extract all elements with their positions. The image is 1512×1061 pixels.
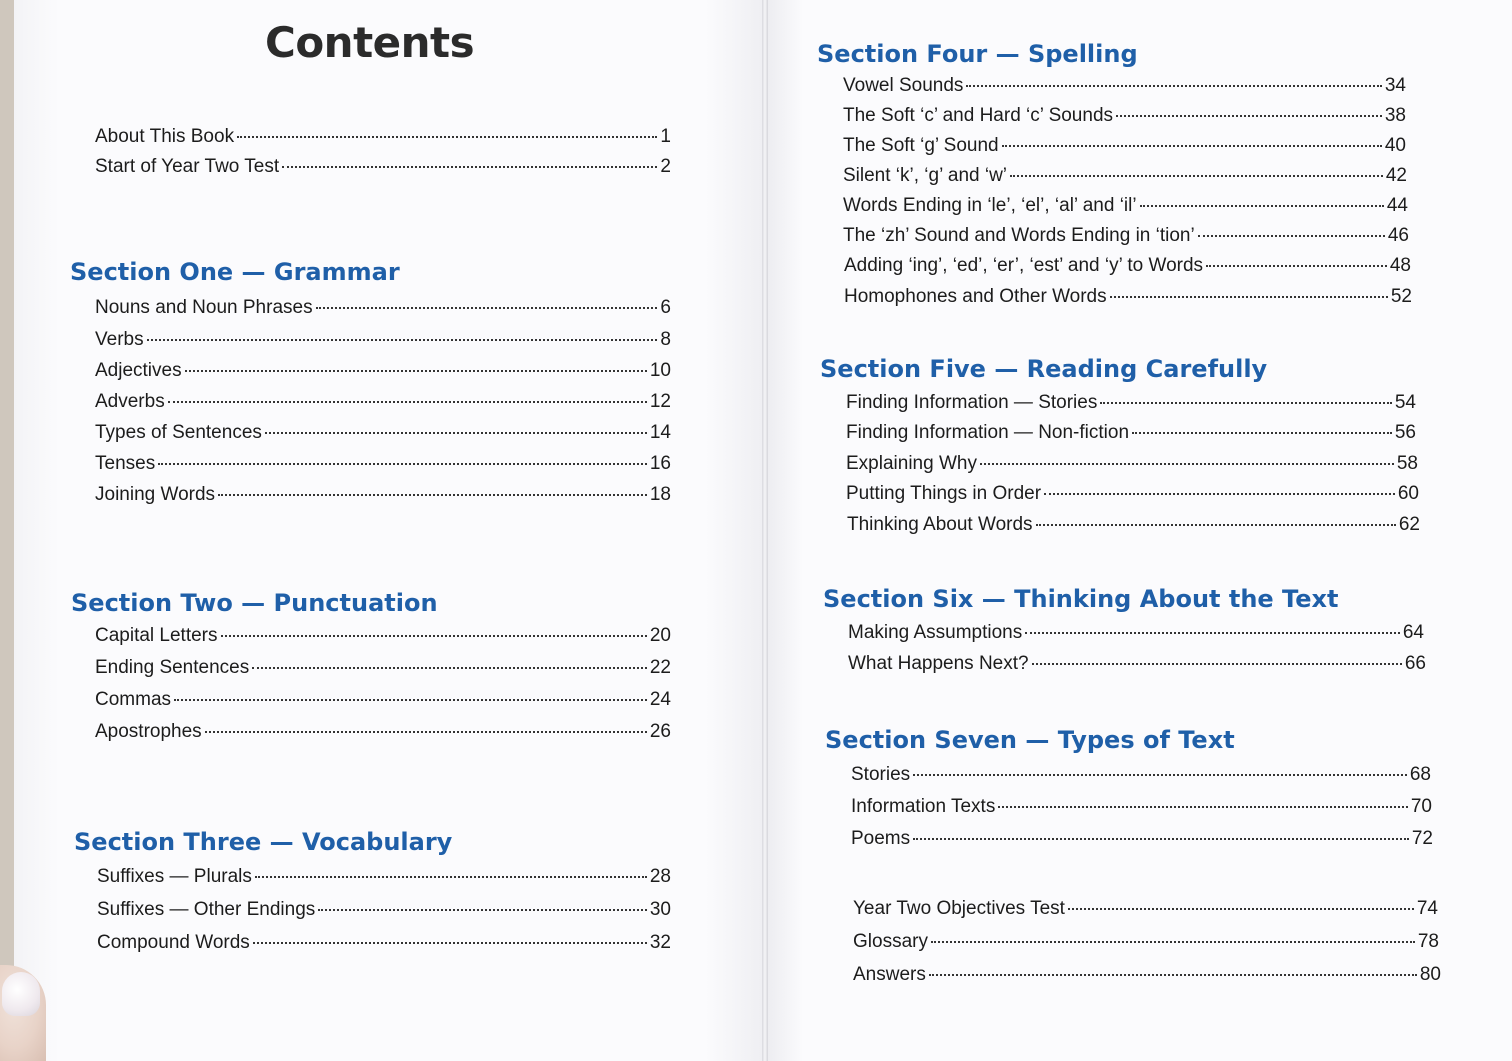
toc-entry[interactable]: [848, 653, 1426, 679]
dot-leader: [1116, 115, 1382, 117]
page-title: Contents: [265, 18, 475, 67]
toc-entry-label: Year Two Objectives Test: [853, 898, 1065, 919]
toc-entry-label: Nouns and Noun Phrases: [95, 297, 313, 318]
toc-entry-page: 66: [1404, 653, 1426, 674]
dot-leader: [252, 667, 647, 669]
section-heading-seven: Section Seven — Types of Text: [825, 726, 1235, 754]
toc-entry-page: 44: [1386, 195, 1408, 216]
toc-entry[interactable]: [95, 453, 671, 479]
toc-entry[interactable]: [847, 514, 1420, 540]
toc-entry-label: Commas: [95, 689, 172, 710]
toc-entry-label: Verbs: [95, 329, 144, 350]
dot-leader: [316, 307, 658, 309]
toc-entry-label: Adding ‘ing’, ‘ed’, ‘er’, ‘est’ and ‘y’ to Words: [844, 255, 1204, 276]
dot-leader: [998, 806, 1408, 808]
toc-entry-label: Putting Things in Order: [846, 483, 1042, 504]
toc-entry-label: Adverbs: [95, 391, 165, 412]
dot-leader: [174, 699, 647, 701]
toc-entry-start-test[interactable]: [95, 156, 671, 182]
toc-entry-label: Tenses: [95, 453, 156, 474]
section-heading-four: Section Four — Spelling: [817, 40, 1138, 68]
toc-entry-label: Types of Sentences: [95, 422, 262, 443]
toc-entry-label: The Soft ‘c’ and Hard ‘c’ Sounds: [843, 105, 1114, 126]
toc-entry[interactable]: [95, 329, 671, 355]
dot-leader: [168, 401, 647, 403]
toc-entry-label: Start of Year Two Test: [95, 156, 280, 177]
toc-entry-label: What Happens Next?: [848, 653, 1029, 674]
toc-entry-page: 48: [1389, 255, 1411, 276]
dot-leader: [929, 974, 1417, 976]
dot-leader: [1002, 145, 1382, 147]
dot-leader: [253, 942, 647, 944]
toc-entry-page: 62: [1398, 514, 1420, 535]
toc-entry[interactable]: [95, 391, 671, 417]
toc-entry-page: 58: [1396, 453, 1418, 474]
toc-entry-page: 40: [1384, 135, 1406, 156]
toc-entry-page: 18: [649, 484, 671, 505]
dot-leader: [1132, 432, 1392, 434]
book-spine: [762, 0, 768, 1061]
dot-leader: [931, 941, 1415, 943]
dot-leader: [218, 494, 647, 496]
toc-entry-label: Explaining Why: [846, 453, 977, 474]
toc-entry-page: 32: [649, 932, 671, 953]
toc-entry-objectives-test[interactable]: [853, 898, 1438, 924]
section-heading-one: Section One — Grammar: [70, 258, 400, 286]
toc-entry-page: 34: [1384, 75, 1406, 96]
toc-entry-label: The ‘zh’ Sound and Words Ending in ‘tion’: [843, 225, 1195, 246]
toc-entry-page: 72: [1411, 828, 1433, 849]
toc-entry-page: 70: [1410, 796, 1432, 817]
toc-entry-label: Finding Information — Stories: [846, 392, 1098, 413]
toc-entry-label: Finding Information — Non-fiction: [846, 422, 1130, 443]
dot-leader: [1068, 908, 1414, 910]
toc-entry-page: 52: [1390, 286, 1412, 307]
toc-entry-label: Suffixes — Plurals: [97, 866, 252, 887]
toc-entry-page: 78: [1417, 931, 1439, 952]
toc-entry[interactable]: [95, 689, 671, 715]
toc-entry-page: 16: [649, 453, 671, 474]
toc-entry[interactable]: [846, 453, 1418, 479]
dot-leader: [1206, 265, 1387, 267]
toc-entry[interactable]: [851, 828, 1433, 854]
toc-entry-page: 80: [1419, 964, 1441, 985]
toc-entry-page: 42: [1385, 165, 1407, 186]
toc-entry-page: 56: [1394, 422, 1416, 443]
thumbnail-polish: [2, 972, 40, 1016]
dot-leader: [1036, 524, 1396, 526]
toc-entry[interactable]: [95, 657, 671, 683]
toc-entry-label: Adjectives: [95, 360, 182, 381]
dot-leader: [1025, 632, 1400, 634]
section-heading-five: Section Five — Reading Carefully: [820, 355, 1268, 383]
dot-leader: [913, 838, 1409, 840]
dot-leader: [255, 876, 647, 878]
toc-entry-page: 2: [660, 156, 671, 177]
dot-leader: [237, 136, 657, 138]
toc-entry-label: Vowel Sounds: [843, 75, 964, 96]
toc-entry[interactable]: [95, 422, 671, 448]
toc-entry-page: 20: [649, 625, 671, 646]
toc-entry-label: Apostrophes: [95, 721, 202, 742]
toc-entry-label: About This Book: [95, 126, 235, 147]
toc-entry-label: Poems: [851, 828, 911, 849]
dot-leader: [1032, 663, 1402, 665]
toc-entry-page: 60: [1397, 483, 1419, 504]
toc-entry-label: Answers: [853, 964, 926, 985]
toc-entry[interactable]: [97, 866, 671, 892]
toc-entry-page: 10: [649, 360, 671, 381]
toc-entry-label: The Soft ‘g’ Sound: [843, 135, 999, 156]
toc-entry-label: Capital Letters: [95, 625, 218, 646]
toc-entry[interactable]: [844, 286, 1412, 312]
toc-entry-page: 14: [649, 422, 671, 443]
toc-entry[interactable]: [843, 105, 1406, 131]
toc-entry[interactable]: [844, 255, 1411, 281]
toc-entry[interactable]: [95, 721, 671, 747]
toc-entry-page: 8: [660, 329, 671, 350]
dot-leader: [185, 370, 647, 372]
dot-leader: [1010, 175, 1383, 177]
toc-entry[interactable]: [95, 484, 671, 510]
toc-entry-label: Ending Sentences: [95, 657, 250, 678]
toc-entry[interactable]: [851, 764, 1431, 790]
section-heading-three: Section Three — Vocabulary: [74, 828, 453, 856]
toc-entry-page: 74: [1416, 898, 1438, 919]
toc-entry[interactable]: [846, 483, 1419, 509]
dot-leader: [282, 166, 657, 168]
toc-entry-label: Joining Words: [95, 484, 216, 505]
toc-entry-label: Thinking About Words: [847, 514, 1033, 535]
dot-leader: [1198, 235, 1385, 237]
toc-entry-page: 68: [1409, 764, 1431, 785]
toc-entry-label: Information Texts: [851, 796, 996, 817]
toc-entry-label: Making Assumptions: [848, 622, 1023, 643]
dot-leader: [1110, 296, 1388, 298]
toc-entry[interactable]: [846, 392, 1416, 418]
toc-entry[interactable]: [95, 625, 671, 651]
toc-entry-page: 28: [649, 866, 671, 887]
toc-entry[interactable]: [95, 360, 671, 386]
dot-leader: [318, 909, 647, 911]
toc-entry-page: 54: [1394, 392, 1416, 413]
toc-entry[interactable]: [848, 622, 1424, 648]
toc-entry-label: Suffixes — Other Endings: [97, 899, 316, 920]
toc-entry-page: 22: [649, 657, 671, 678]
toc-entry-label: Compound Words: [97, 932, 250, 953]
dot-leader: [1100, 402, 1392, 404]
toc-entry-label: Words Ending in ‘le’, ‘el’, ‘al’ and ‘il’: [843, 195, 1137, 216]
toc-entry[interactable]: [97, 899, 671, 925]
toc-entry-page: 26: [649, 721, 671, 742]
dot-leader: [147, 339, 658, 341]
toc-entry-page: 6: [660, 297, 671, 318]
dot-leader: [966, 85, 1381, 87]
toc-entry-page: 24: [649, 689, 671, 710]
toc-entry-page: 46: [1387, 225, 1409, 246]
toc-entry[interactable]: [95, 297, 671, 323]
toc-entry-page: 1: [660, 126, 671, 147]
toc-entry-glossary[interactable]: [853, 931, 1439, 957]
section-heading-six: Section Six — Thinking About the Text: [823, 585, 1339, 613]
toc-entry[interactable]: [843, 195, 1408, 221]
dot-leader: [221, 635, 647, 637]
toc-entry[interactable]: [843, 75, 1406, 101]
toc-entry[interactable]: [846, 422, 1416, 448]
toc-entry-page: 12: [649, 391, 671, 412]
dot-leader: [158, 463, 647, 465]
toc-entry-label: Glossary: [853, 931, 928, 952]
toc-entry-label: Homophones and Other Words: [844, 286, 1107, 307]
toc-entry[interactable]: [843, 165, 1407, 191]
toc-entry-page: 64: [1402, 622, 1424, 643]
section-heading-two: Section Two — Punctuation: [71, 589, 438, 617]
toc-entry-page: 30: [649, 899, 671, 920]
toc-entry-label: Stories: [851, 764, 911, 785]
toc-entry[interactable]: [97, 932, 671, 958]
toc-entry-about[interactable]: [95, 126, 671, 152]
toc-entry-answers[interactable]: [853, 964, 1441, 990]
dot-leader: [1140, 205, 1384, 207]
dot-leader: [980, 463, 1394, 465]
dot-leader: [205, 731, 647, 733]
toc-entry[interactable]: [843, 225, 1409, 251]
dot-leader: [1044, 493, 1395, 495]
toc-entry-label: Silent ‘k’, ‘g’ and ‘w’: [843, 165, 1008, 186]
dot-leader: [913, 774, 1407, 776]
toc-entry[interactable]: [851, 796, 1432, 822]
toc-entry[interactable]: [843, 135, 1406, 161]
toc-entry-page: 38: [1384, 105, 1406, 126]
dot-leader: [265, 432, 647, 434]
